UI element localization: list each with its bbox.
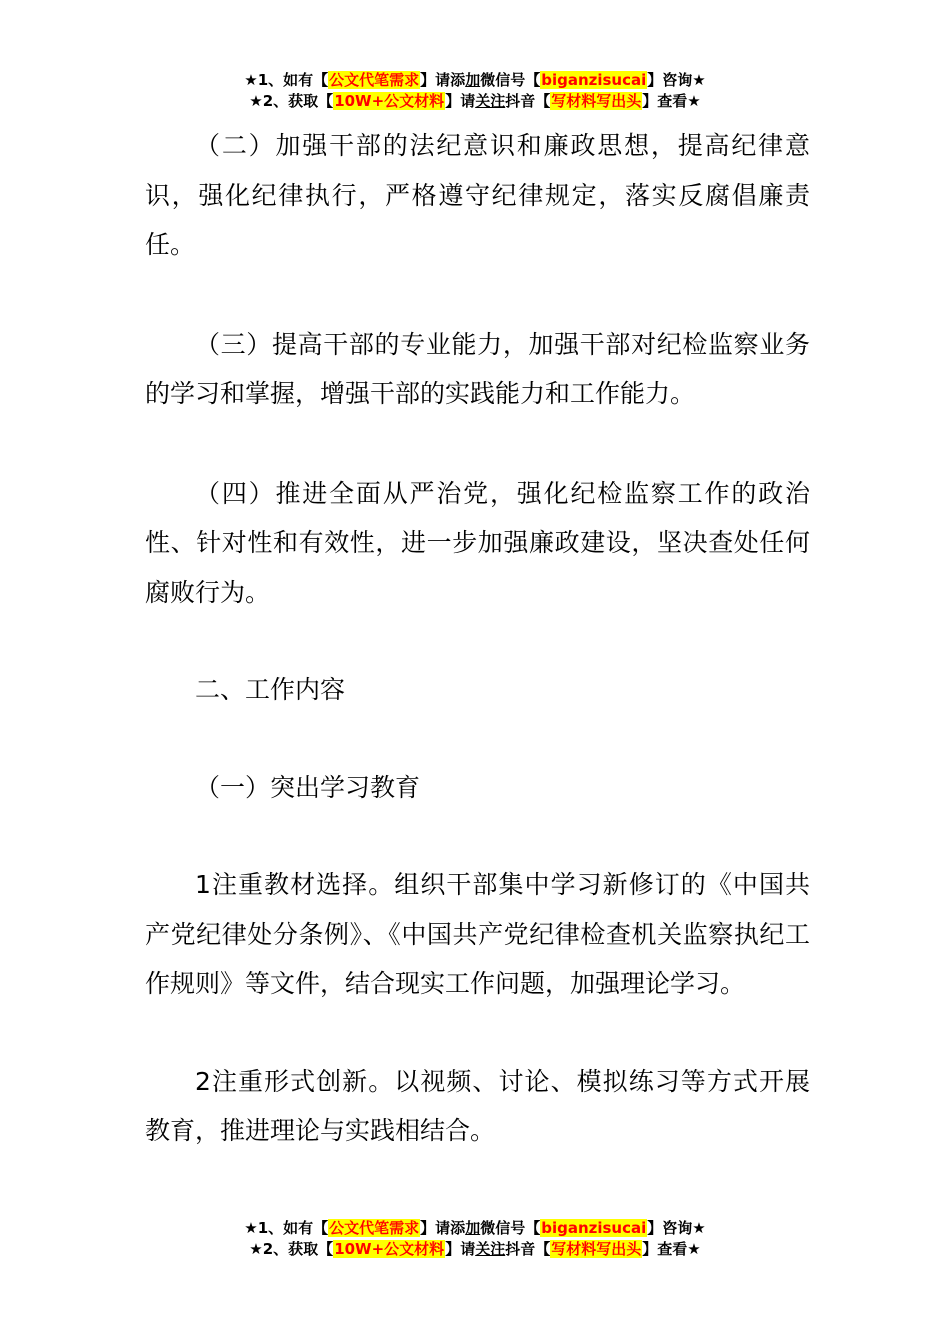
banner-text: 】查看★ — [642, 92, 701, 110]
banner-text: ★2、获取【 — [249, 1240, 334, 1258]
banner-highlight: biganzisucai — [541, 71, 647, 89]
banner-text: ★1、如有【 — [244, 1219, 329, 1237]
banner-emphasis: 加 — [465, 1219, 481, 1237]
section-heading: 二、工作内容 — [195, 675, 346, 704]
banner-line-2 — [0, 91, 950, 112]
banner-highlight: 公文代笔需求 — [329, 1219, 420, 1237]
banner-line-2 — [0, 1239, 950, 1260]
subsection-heading: （一）突出学习教育 — [195, 772, 421, 802]
banner-text: 】请 — [445, 1240, 476, 1258]
banner-text: ★2、获取【 — [249, 92, 334, 110]
paragraph: （三）提高干部的专业能力，加强干部对纪检监察业务的学习和掌握，增强干部的实践能力和工作能力。 — [145, 329, 810, 408]
banner-emphasis: 加 — [465, 71, 481, 89]
paragraph: （四）推进全面从严治党，强化纪检监察工作的政治性、针对性和有效性，进一步加强廉政建设，坚决查处任何腐败行为。 — [145, 478, 810, 607]
banner-text: 】请 — [445, 92, 476, 110]
banner-highlight: 10W+公文材料 — [334, 1240, 445, 1258]
banner-text: 抖音【 — [505, 92, 551, 110]
banner-highlight: 写材料写出头 — [551, 92, 642, 110]
banner-highlight: 写材料写出头 — [551, 1240, 642, 1258]
banner-line-1 — [0, 1218, 950, 1239]
banner-emphasis: 关注 — [475, 92, 506, 110]
top-banner — [0, 70, 950, 112]
banner-text: 】请添 — [420, 1219, 466, 1237]
banner-text: 】咨询★ — [647, 1219, 706, 1237]
banner-text: 】请添 — [420, 71, 466, 89]
paragraph: 2注重形式创新。以视频、讨论、模拟练习等方式开展教育，推进理论与实践相结合。 — [145, 1066, 810, 1145]
document-body — [145, 121, 810, 1156]
banner-highlight: biganzisucai — [541, 1219, 647, 1237]
paragraph: 1注重教材选择。组织干部集中学习新修订的《中国共产党纪律处分条例》、《中国共产党纪律检查机关监察执纪工作规则》等文件，结合现实工作问题，加强理论学习。 — [145, 870, 810, 998]
banner-highlight: 公文代笔需求 — [329, 71, 420, 89]
banner-text: 】查看★ — [642, 1240, 701, 1258]
banner-highlight: 10W+公文材料 — [334, 92, 445, 110]
banner-text: 抖音【 — [505, 1240, 551, 1258]
banner-text: 微信号【 — [480, 71, 541, 89]
paragraph: （二）加强干部的法纪意识和廉政思想，提高纪律意识，强化纪律执行，严格遵守纪律规定，落实反腐倡廉责任。 — [145, 131, 810, 259]
banner-text: ★1、如有【 — [244, 71, 329, 89]
banner-text: 微信号【 — [480, 1219, 541, 1237]
bottom-banner — [0, 1218, 950, 1260]
banner-emphasis: 关注 — [475, 1240, 506, 1258]
banner-text: 】咨询★ — [647, 71, 706, 89]
banner-line-1 — [0, 70, 950, 91]
